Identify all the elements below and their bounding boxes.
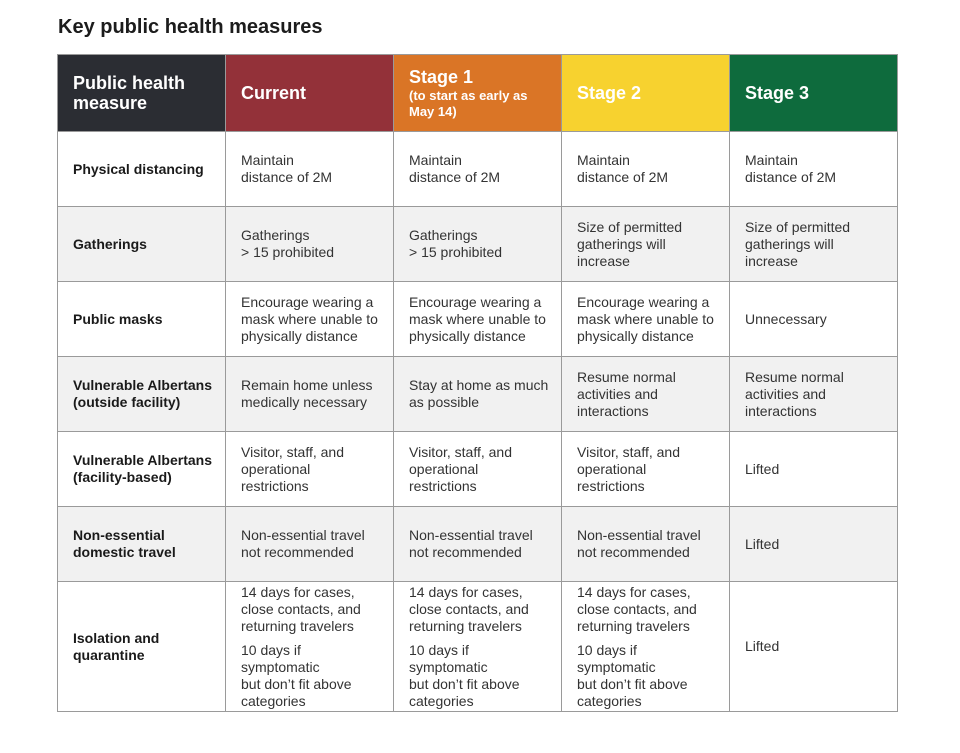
cell-line: Visitor, staff, and — [241, 443, 344, 460]
cell-line: medically necessary — [241, 394, 368, 410]
cell-line: Maintain — [577, 152, 630, 168]
cell-line: activities and — [745, 385, 826, 402]
cell-stage-1 — [394, 582, 562, 712]
cell-current — [226, 132, 394, 207]
row-label-public-masks — [58, 282, 226, 357]
header-stage-1-label: Stage 1 — [409, 66, 474, 87]
cell-stage-1 — [394, 507, 562, 582]
cell-line: but don’t fit above — [577, 675, 688, 692]
cell-line: categories — [577, 692, 642, 709]
cell-line: Lifted — [745, 460, 780, 477]
row-label-isolation-and-quarantine — [58, 582, 226, 712]
table-row — [58, 282, 898, 357]
cell-paragraph — [409, 642, 549, 710]
cell-stage-2 — [562, 282, 730, 357]
public-health-measures-table — [57, 54, 898, 712]
row-label-line: Vulnerable Albertans — [73, 452, 213, 468]
row-label-vulnerable-facility-based — [58, 432, 226, 507]
cell-line: close contacts, and — [241, 600, 361, 617]
cell-line: Gatherings — [409, 227, 478, 243]
cell-line: mask where unable to — [409, 310, 546, 327]
cell-line: Lifted — [745, 535, 780, 552]
cell-line: interactions — [745, 402, 817, 419]
row-label-text: Public masks — [73, 310, 163, 327]
cell-line: Visitor, staff, and — [577, 443, 680, 460]
cell-stage-1 — [394, 207, 562, 282]
header-stage-1 — [394, 55, 562, 132]
cell-paragraph — [577, 642, 717, 710]
cell-stage-2 — [562, 507, 730, 582]
cell-current — [226, 357, 394, 432]
cell-line: Size of permitted — [745, 218, 851, 235]
cell-line: physically distance — [241, 327, 358, 344]
cell-paragraph — [241, 642, 381, 710]
cell-current — [226, 582, 394, 712]
table-row — [58, 432, 898, 507]
cell-line: close contacts, and — [577, 600, 697, 617]
cell-line: Encourage wearing a — [409, 293, 542, 310]
cell-stage-2 — [562, 207, 730, 282]
cell-line: not recommended — [409, 544, 522, 560]
cell-line: but don’t fit above — [409, 675, 520, 692]
cell-line: but don’t fit above — [241, 675, 352, 692]
table-header-row — [58, 55, 898, 132]
row-label-line: Vulnerable Albertans — [73, 377, 213, 393]
cell-line: Non-essential travel — [409, 527, 533, 543]
row-label-line: (outside facility) — [73, 394, 181, 410]
cell-line: Maintain — [745, 152, 798, 168]
cell-stage-3 — [730, 357, 898, 432]
cell-stage-3 — [730, 432, 898, 507]
cell-current — [226, 207, 394, 282]
cell-stage-1 — [394, 432, 562, 507]
cell-line: Non-essential travel — [241, 527, 365, 543]
row-label-line: Non-essential — [73, 527, 165, 543]
cell-stage-1 — [394, 357, 562, 432]
table-row — [58, 357, 898, 432]
header-stage-2-label: Stage 2 — [577, 83, 642, 103]
cell-paragraph — [409, 584, 549, 635]
cell-line: physically distance — [409, 327, 526, 344]
cell-stage-2 — [562, 132, 730, 207]
cell-line: not recommended — [577, 544, 690, 560]
cell-line: close contacts, and — [409, 600, 529, 617]
cell-current — [226, 507, 394, 582]
cell-line: Size of permitted — [577, 218, 683, 235]
cell-line: operational restrictions — [241, 460, 311, 494]
cell-line: activities and — [577, 385, 658, 402]
row-label-non-essential-domestic-travel — [58, 507, 226, 582]
cell-stage-2 — [562, 357, 730, 432]
cell-paragraph — [241, 584, 381, 635]
row-label-line: (facility-based) — [73, 469, 172, 485]
cell-line: gatherings will increase — [745, 235, 834, 269]
cell-line: Lifted — [745, 638, 780, 654]
cell-stage-3 — [730, 507, 898, 582]
cell-line: distance of 2M — [745, 169, 837, 185]
cell-line: distance of 2M — [241, 169, 333, 185]
cell-line: 14 days for cases, — [577, 583, 691, 600]
cell-line: operational restrictions — [409, 460, 479, 494]
cell-line: Unnecessary — [745, 310, 827, 327]
cell-line: as possible — [409, 394, 480, 410]
cell-line: Visitor, staff, and — [409, 443, 512, 460]
table-row — [58, 132, 898, 207]
cell-stage-3 — [730, 207, 898, 282]
cell-line: mask where unable to — [577, 310, 714, 327]
header-stage-3 — [730, 55, 898, 132]
cell-paragraph — [577, 584, 717, 635]
cell-line: 10 days if symptomatic — [241, 641, 320, 675]
table-row — [58, 207, 898, 282]
cell-line: mask where unable to — [241, 310, 378, 327]
cell-line: operational restrictions — [577, 460, 647, 494]
cell-line: categories — [409, 692, 474, 709]
cell-line: Resume normal — [745, 368, 844, 385]
cell-stage-1 — [394, 132, 562, 207]
row-label-vulnerable-outside-facility — [58, 357, 226, 432]
row-label-line: Isolation and — [73, 629, 160, 646]
cell-stage-1 — [394, 282, 562, 357]
cell-line: Gatherings — [241, 227, 310, 243]
header-stage-3-label: Stage 3 — [745, 83, 810, 103]
table-row — [58, 582, 898, 712]
cell-line: 14 days for cases, — [409, 583, 523, 600]
cell-stage-3 — [730, 582, 898, 712]
cell-line: Stay at home as much — [409, 377, 549, 393]
cell-line: Encourage wearing a — [241, 293, 374, 310]
cell-line: Resume normal — [577, 368, 676, 385]
header-public-health-measure — [58, 55, 226, 132]
table-row — [58, 507, 898, 582]
cell-line: gatherings will increase — [577, 235, 666, 269]
cell-current — [226, 432, 394, 507]
cell-line: distance of 2M — [409, 169, 501, 185]
cell-line: > 15 prohibited — [409, 244, 503, 260]
cell-line: interactions — [577, 402, 649, 419]
cell-stage-3 — [730, 132, 898, 207]
header-measure-label: Public health measure — [73, 73, 186, 113]
cell-line: > 15 prohibited — [241, 244, 335, 260]
cell-line: Encourage wearing a — [577, 293, 710, 310]
row-label-line: quarantine — [73, 646, 145, 663]
cell-line: Maintain — [241, 152, 294, 168]
header-stage-1-note: (to start as early as May 14) — [409, 87, 528, 119]
cell-line: Maintain — [409, 152, 462, 168]
cell-current — [226, 282, 394, 357]
cell-line: 10 days if symptomatic — [409, 641, 488, 675]
cell-line: 14 days for cases, — [241, 583, 355, 600]
row-label-text: Physical distancing — [73, 160, 204, 177]
cell-stage-2 — [562, 432, 730, 507]
row-label-text: Gatherings — [73, 235, 147, 252]
row-label-gatherings — [58, 207, 226, 282]
cell-line: returning travelers — [241, 617, 354, 634]
cell-line: 10 days if symptomatic — [577, 641, 656, 675]
page-title: Key public health measures — [58, 16, 323, 38]
header-current-label: Current — [241, 83, 307, 103]
cell-stage-3 — [730, 282, 898, 357]
cell-line: categories — [241, 692, 306, 709]
cell-line: Remain home unless — [241, 377, 373, 393]
cell-line: not recommended — [241, 544, 354, 560]
header-current — [226, 55, 394, 132]
row-label-line: domestic travel — [73, 544, 176, 560]
cell-line: returning travelers — [409, 617, 522, 634]
cell-line: physically distance — [577, 327, 694, 344]
cell-line: returning travelers — [577, 617, 690, 634]
cell-line: distance of 2M — [577, 169, 669, 185]
header-stage-2 — [562, 55, 730, 132]
cell-line: Non-essential travel — [577, 527, 701, 543]
cell-stage-2 — [562, 582, 730, 712]
row-label-physical-distancing — [58, 132, 226, 207]
